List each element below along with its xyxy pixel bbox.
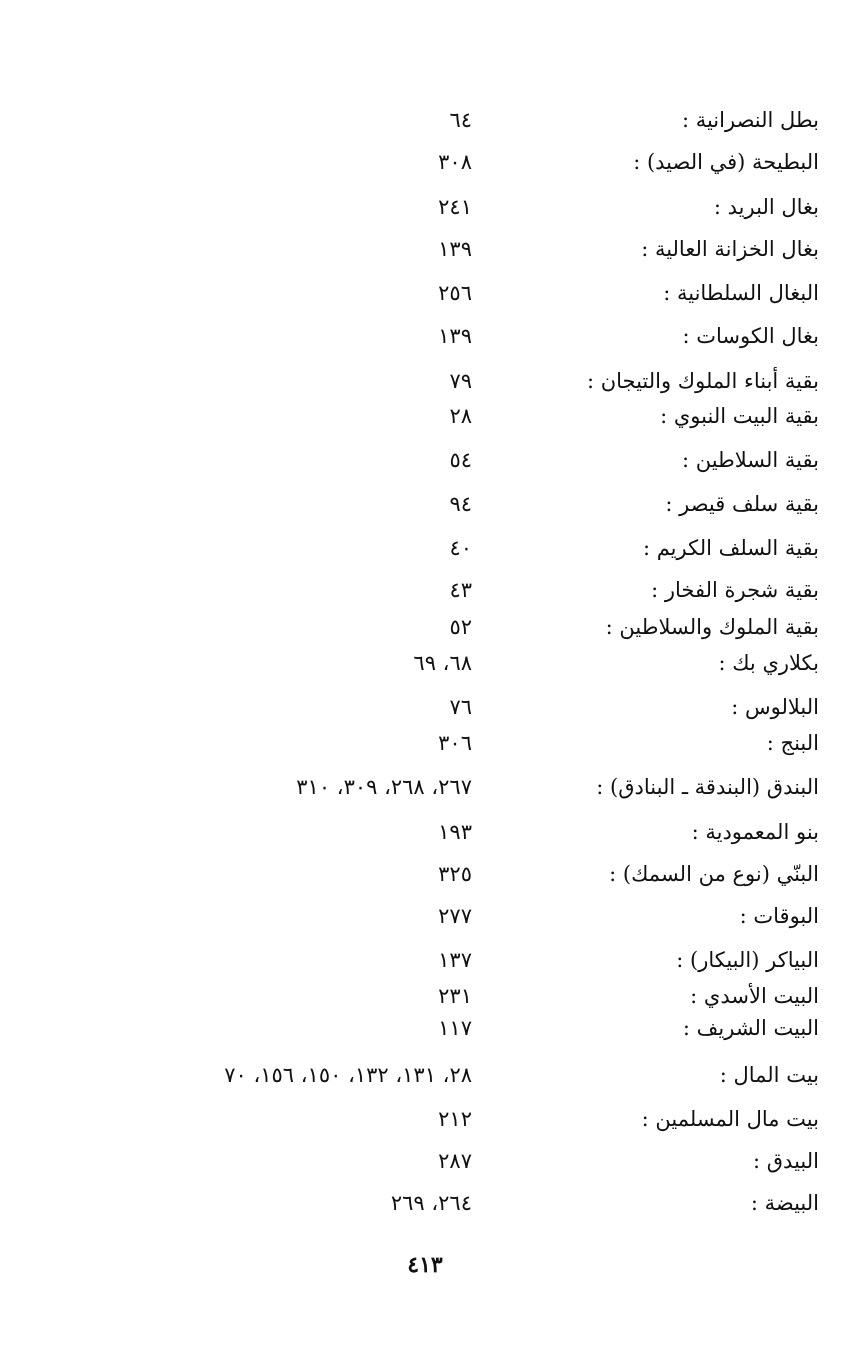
index-entry [0,145,849,179]
index-entry [0,319,849,353]
index-page-references: ٦٤ [449,108,472,132]
index-entry [0,899,849,933]
index-page-references: ١٣٩ [438,237,472,261]
index-term: بقية شجرة الفخار : [651,578,819,602]
index-term: البيت الشريف : [682,1016,819,1040]
index-entry [0,1058,849,1092]
index-page-references: ٢٦٧، ٢٦٨، ٣٠٩، ٣١٠ [296,775,472,799]
index-entry [0,399,849,433]
index-term: البنج : [766,731,819,755]
index-term: البوقات : [739,904,819,928]
index-page-references: ٤٠ [449,536,472,560]
index-page-references: ٧٦ [449,695,472,719]
index-page-references: ٣٠٦ [438,731,472,755]
index-term: بقية البيت النبوي : [660,404,819,428]
index-term: بيت مال المسلمين : [641,1107,819,1131]
index-term: البيدق : [753,1149,819,1173]
index-page-references: ٥٤ [449,448,472,472]
index-page-references: ١٣٩ [438,324,472,348]
index-entry [0,1144,849,1178]
index-term: بغال الخزانة العالية : [641,237,819,261]
index-entry [0,1186,849,1220]
index-page-references: ٢٤١ [438,195,472,219]
index-entry [0,573,849,607]
index-term: بقية الملوك والسلاطين : [605,615,819,639]
index-page-references: ٢١٢ [438,1107,472,1131]
index-page-references: ٦٨، ٦٩ [413,651,472,675]
index-entry [0,103,849,137]
index-term: بقية أبناء الملوك والتيجان : [586,369,819,393]
index-page-references: ٢٥٦ [438,281,472,305]
index-entry [0,487,849,521]
index-term: البيضة : [750,1191,819,1215]
index-page-references: ٩٤ [449,492,472,516]
index-term: بيت المال : [719,1063,819,1087]
index-entry [0,857,849,891]
index-page-references: ٢٨٧ [438,1149,472,1173]
index-page-references: ١٩٣ [438,820,472,844]
index-term: البغال السلطانية : [663,281,819,305]
index-page-references: ١٣٧ [438,948,472,972]
index-term: البيت الأسدي : [690,984,819,1008]
index-entry [0,815,849,849]
index-entry [0,646,849,680]
index-entry [0,443,849,477]
index-term: بنو المعمودية : [691,820,819,844]
index-term: بقية سلف قيصر : [665,492,819,516]
index-entry [0,979,849,1013]
index-term: بغال الكوسات : [682,324,819,348]
index-page-references: ٣٠٨ [438,150,472,174]
index-page-references: ٢٧٧ [438,904,472,928]
index-entry [0,276,849,310]
index-page-references: ١١٧ [438,1016,472,1040]
index-page-references: ٢٨، ١٣١، ١٣٢، ١٥٠، ١٥٦، ٧٠ [224,1063,472,1087]
index-term: بطل النصرانية : [681,108,819,132]
index-entry [0,690,849,724]
index-page-references: ٤٣ [449,578,472,602]
index-entry [0,364,849,398]
index-term: بقية السلف الكريم : [642,536,819,560]
index-page-references: ٣٢٥ [438,862,472,886]
index-entry [0,190,849,224]
index-term: بقية السلاطين : [681,448,819,472]
index-entry [0,1011,849,1045]
index-term: البطيحة (في الصيد) : [633,150,819,174]
index-entry [0,943,849,977]
index-page-references: ٧٩ [449,369,472,393]
index-entry [0,770,849,804]
index-entry [0,1102,849,1136]
index-term: البنّي (نوع من السمك) : [609,862,819,886]
page-number: ٤١٣ [407,1252,443,1278]
index-term: بغال البريد : [713,195,819,219]
index-term: البياكر (البيكار) : [676,948,819,972]
index-page-references: ٢٨ [449,404,472,428]
index-entry [0,531,849,565]
index-term: البندق (البندقة ـ البنادق) : [596,775,819,799]
index-entry [0,726,849,760]
index-term: البلالوس : [731,695,819,719]
index-page-references: ٢٣١ [438,984,472,1008]
index-page-references: ٥٢ [449,615,472,639]
index-entry [0,610,849,644]
index-page-references: ٢٦٤، ٢٦٩ [390,1191,472,1215]
index-entry [0,232,849,266]
index-term: بكلاري بك : [718,651,819,675]
